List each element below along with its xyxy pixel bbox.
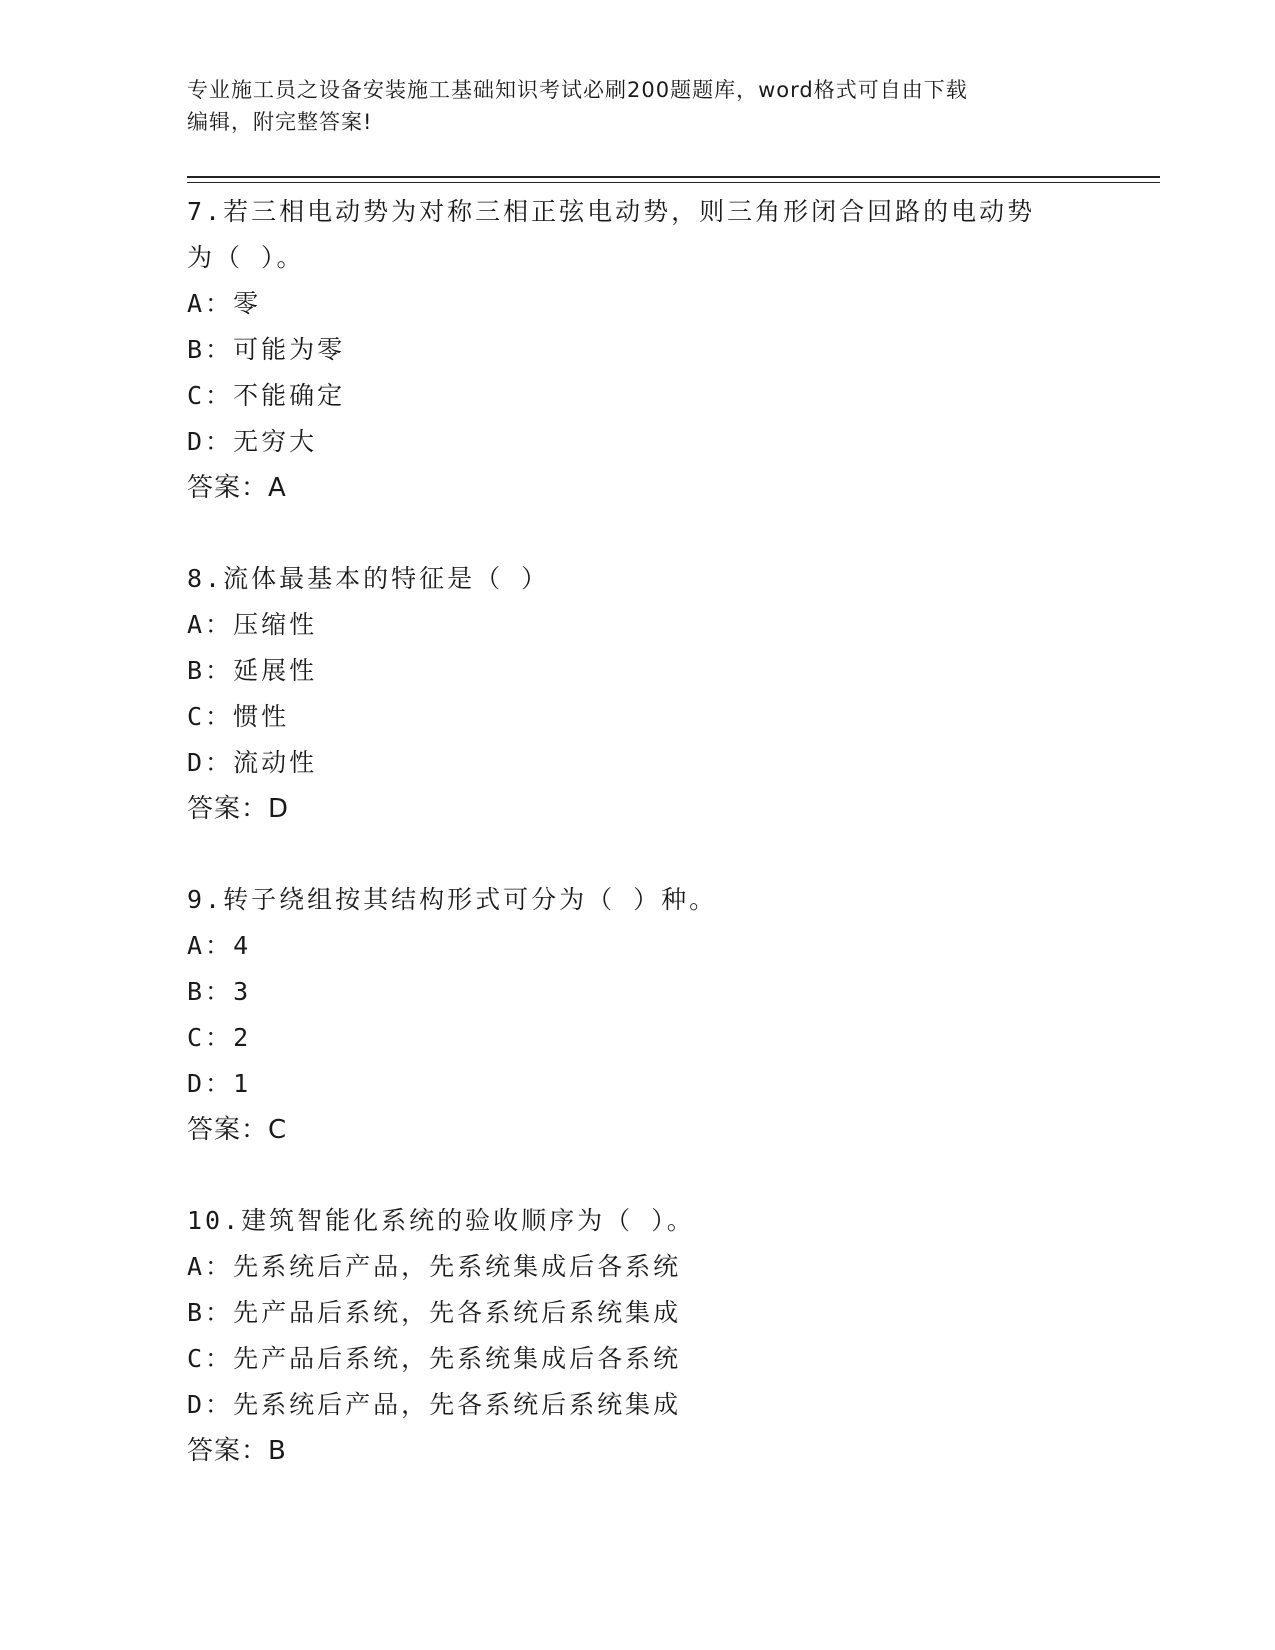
option-text: 零 — [233, 289, 262, 318]
option-key: C： — [187, 381, 234, 410]
option-key: C： — [187, 1344, 234, 1373]
option-c — [187, 1336, 1127, 1382]
option-key: B： — [187, 1298, 234, 1327]
option-text: 先系统后产品，先各系统后系统集成 — [233, 1390, 682, 1419]
option-c — [187, 694, 1127, 740]
header-line-2: 编辑，附完整答案! — [187, 110, 373, 134]
option-b — [187, 648, 1127, 694]
question-stem — [187, 556, 1067, 602]
question-9 — [187, 877, 1127, 1153]
question-stem-line: 为（ ）。 — [187, 243, 305, 272]
option-key: C： — [187, 702, 234, 731]
answer-line: 答案：B — [187, 1436, 287, 1466]
option-key: B： — [187, 335, 234, 364]
option-b — [187, 1290, 1127, 1336]
option-a — [187, 1244, 1127, 1290]
question-stem-line: 9.转子绕组按其结构形式可分为（ ）种。 — [187, 885, 718, 914]
option-key: A： — [187, 1252, 234, 1281]
document-header — [187, 74, 1067, 138]
option-d — [187, 419, 1127, 465]
option-b — [187, 327, 1127, 373]
option-a — [187, 281, 1127, 327]
option-text: 不能确定 — [233, 381, 346, 410]
option-text: 2 — [233, 1023, 252, 1052]
option-text: 无穷大 — [233, 427, 318, 456]
header-divider-thick — [187, 176, 1160, 178]
option-a — [187, 602, 1127, 648]
option-key: A： — [187, 289, 234, 318]
question-stem-line: 8.流体最基本的特征是（ ） — [187, 564, 550, 593]
option-key: B： — [187, 656, 234, 685]
option-key: A： — [187, 931, 234, 960]
option-b — [187, 969, 1127, 1015]
question-8 — [187, 556, 1127, 832]
option-text: 惯性 — [233, 702, 290, 731]
option-c — [187, 1015, 1127, 1061]
option-text: 先产品后系统，先系统集成后各系统 — [233, 1344, 682, 1373]
question-stem-line: 10.建筑智能化系统的验收顺序为（ ）。 — [187, 1206, 695, 1235]
header-divider-thin — [187, 182, 1160, 183]
question-stem — [187, 877, 1067, 923]
option-text: 流动性 — [233, 748, 318, 777]
question-stem — [187, 1198, 1067, 1244]
option-key: A： — [187, 610, 234, 639]
answer-line: 答案：D — [187, 794, 290, 824]
question-stem-line: 7.若三相电动势为对称三相正弦电动势，则三角形闭合回路的电动势 — [187, 197, 1036, 226]
option-text: 可能为零 — [233, 335, 346, 364]
option-d — [187, 1382, 1127, 1428]
option-d — [187, 740, 1127, 786]
option-text: 3 — [233, 977, 252, 1006]
option-key: C： — [187, 1023, 234, 1052]
option-key: B： — [187, 977, 234, 1006]
option-text: 延展性 — [233, 656, 318, 685]
question-10 — [187, 1198, 1127, 1474]
option-key: D： — [187, 1390, 234, 1419]
answer-line: 答案：A — [187, 473, 287, 503]
answer-line: 答案：C — [187, 1115, 288, 1145]
option-a — [187, 923, 1127, 969]
option-key: D： — [187, 748, 234, 777]
question-stem — [187, 189, 1067, 281]
option-text: 1 — [233, 1069, 252, 1098]
header-line-1: 专业施工员之设备安装施工基础知识考试必刷200题题库，word格式可自由下载 — [187, 78, 968, 102]
option-text: 先系统后产品，先系统集成后各系统 — [233, 1252, 682, 1281]
option-text: 先产品后系统，先各系统后系统集成 — [233, 1298, 682, 1327]
option-key: D： — [187, 1069, 234, 1098]
question-list — [187, 189, 1127, 1474]
option-text: 4 — [233, 931, 252, 960]
option-c — [187, 373, 1127, 419]
option-text: 压缩性 — [233, 610, 318, 639]
option-key: D： — [187, 427, 234, 456]
option-d — [187, 1061, 1127, 1107]
question-7 — [187, 189, 1127, 511]
